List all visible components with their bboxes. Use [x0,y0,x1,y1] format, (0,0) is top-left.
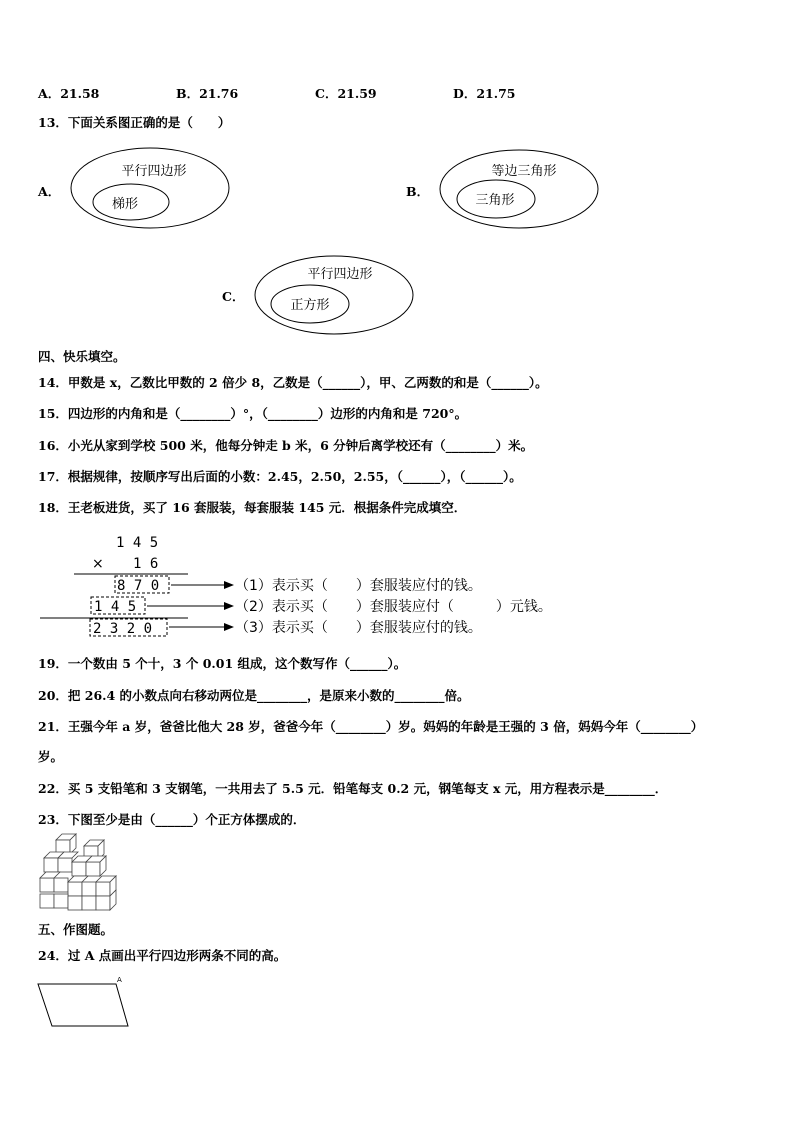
multiplicand: 1 4 5 [116,535,159,551]
question-21-continued: 岁。 [38,749,64,764]
venn-c-label: C． [222,289,245,304]
venn-b-inner-label: 三角形 [475,193,515,208]
product: 2 3 2 0 [93,621,153,637]
option-c: C．21.59 [315,86,377,101]
section-4-heading: 四、快乐填空。 [38,349,126,364]
point-a-label: A [117,976,122,984]
partial-product-1: 8 7 0 [117,578,160,594]
multiplier: 1 6 [133,556,159,572]
question-19: 19．一个数由 5 个十，3 个 0.01 组成，这个数写作（______）。 [38,656,407,671]
venn-c-inner-label: 正方形 [290,298,330,313]
parallelogram-figure [36,976,136,1030]
question-22: 22．买 5 支铅笔和 3 支钢笔，一共用去了 5.5 元．铅笔每支 0.2 元，钢笔每支 x 元，用方程表示是________． [38,781,668,796]
venn-b-label: B． [406,184,430,199]
question-21: 21．王强今年 a 岁，爸爸比他大 28 岁，爸爸今年（________）岁。妈妈的年龄是王强的 3 倍，妈妈今年（________） [38,719,704,734]
venn-diagram-c [254,254,414,336]
question-23: 23．下图至少是由（______）个正方体摆成的． [38,812,306,827]
statement-1: （1）表示买（ ）套服装应付的钱。 [235,578,482,594]
venn-a-outer-label: 平行四边形 [121,164,187,179]
venn-a-label: A． [38,184,61,199]
multiplication-diagram [38,530,638,642]
question-15: 15．四边形的内角和是（________）°，（________）边形的内角和是 720°。 [38,406,468,421]
venn-diagram-b [439,148,599,230]
statement-3: （3）表示买（ ）套服装应付的钱。 [235,620,482,636]
question-13: 13．下面关系图正确的是（ ） [38,115,231,130]
section-5-heading: 五、作图题。 [38,922,114,937]
question-20: 20．把 26.4 的小数点向右移动两位是________，是原来小数的________倍。 [38,688,470,703]
option-a: A．21.58 [38,86,100,101]
times-sign: × [92,556,104,572]
statement-2: （2）表示买（ ）套服装应付（ ）元钱。 [235,599,552,615]
option-b: B．21.76 [176,86,239,101]
venn-a-inner-label: 梯形 [111,197,139,212]
question-24: 24．过 A 点画出平行四边形两条不同的高。 [38,948,287,963]
question-17: 17．根据规律，按顺序写出后面的小数：2.45，2.50，2.55，（______），（______）。 [38,469,522,484]
question-18: 18．王老板进货，买了 16 套服装，每套服装 145 元．根据条件完成填空． [38,500,467,515]
partial-product-2: 1 4 5 [94,599,137,615]
question-14: 14．甲数是 x，乙数比甲数的 2 倍少 8，乙数是（______），甲、乙两数的和是（______）。 [38,375,548,390]
venn-b-outer-label: 等边三角形 [491,164,557,179]
cube-stack-figure [38,838,128,916]
venn-c-outer-label: 平行四边形 [307,267,373,282]
option-d: D．21.75 [453,86,516,101]
question-16: 16．小光从家到学校 500 米，他每分钟走 b 米，6 分钟后离学校还有（________）米。 [38,438,534,453]
venn-diagram-a [70,146,230,230]
